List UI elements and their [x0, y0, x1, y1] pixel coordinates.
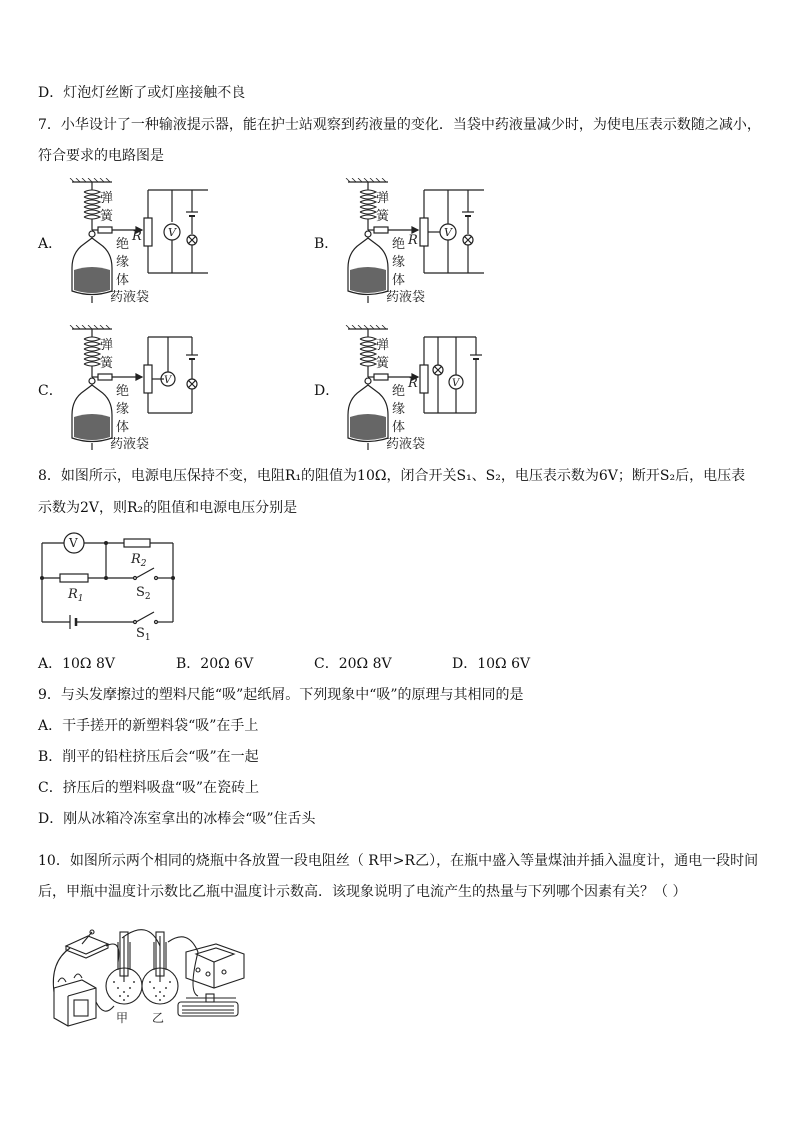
spring-label-1: 弹	[100, 338, 114, 353]
spring-label-2: 簧	[376, 209, 390, 224]
q6-option-d: D．灯泡灯丝断了或灯座接触不良	[38, 85, 246, 101]
q7-stem-line1: 7．小华设计了一种输液提示器，能在护士站观察到药液量的变化．当袋中药液量减少时，为使电压表示数随之减小，	[38, 117, 761, 133]
voltmeter-label: V	[168, 226, 176, 239]
q8-option-a: A．10Ω 8V	[38, 656, 115, 672]
insulator-label-3: 体	[116, 420, 130, 435]
q7-figure-a	[64, 178, 214, 303]
voltmeter-symbol-label: V	[69, 536, 78, 550]
q9-option-b: B．削平的铅柱挤压后会“吸”在一起	[38, 749, 259, 765]
q7-figure-b	[340, 178, 490, 303]
insulator-label-2: 缘	[116, 255, 130, 270]
spring-label-1: 弹	[376, 338, 390, 353]
q10-stem-line1: 10．如图所示两个相同的烧瓶中各放置一段电阻丝（ R甲>R乙），在瓶中盛入等量煤油并插入温度计，通电一段时间	[38, 853, 759, 869]
q9-option-d: D．刚从冰箱冷冻室拿出的冰棒会“吸”住舌头	[38, 811, 316, 827]
bag-label: 药液袋	[110, 437, 150, 450]
q10-apparatus-figure	[48, 922, 258, 1032]
q8-option-d: D．10Ω 6V	[452, 656, 531, 672]
q10-stem-line2: 后，甲瓶中温度计示数比乙瓶中温度计示数高．该现象说明了电流产生的热量与下列哪个因素有关？（ ）	[38, 884, 687, 900]
q7-figure-d	[340, 325, 490, 450]
q7-option-c-label: C．	[38, 383, 63, 399]
q9-stem: 9．与头发摩擦过的塑料尺能“吸”起纸屑。下列现象中“吸”的原理与其相同的是	[38, 687, 524, 703]
q8-option-b: B．20Ω 6V	[176, 656, 254, 672]
r1-label: $R_1$	[68, 587, 84, 604]
insulator-label-2: 缘	[392, 402, 406, 417]
spring-label-1: 弹	[100, 191, 114, 206]
q8-option-c: C．20Ω 8V	[314, 656, 392, 672]
spring-label-2: 簧	[376, 356, 390, 371]
voltmeter-label: V	[164, 375, 172, 386]
spring-label-2: 簧	[100, 209, 114, 224]
q7-option-a-label: A．	[38, 236, 63, 252]
q8-stem-line2: 示数为2V，则R₂的阻值和电源电压分别是	[38, 500, 298, 516]
q7-stem-line2: 符合要求的电路图是	[38, 148, 164, 164]
r2-label: $R_2$	[131, 552, 147, 569]
spring-label-1: 弹	[376, 191, 390, 206]
bag-label: 药液袋	[386, 437, 426, 450]
q8-stem-line1: 8．如图所示，电源电压保持不变，电阻R₁的阻值为10Ω，闭合开关S₁、S₂，电压表示数为6V；断开S₂后，电压表	[38, 468, 746, 484]
bag-label: 药液袋	[386, 290, 426, 303]
insulator-label-2: 缘	[392, 255, 406, 270]
q7-option-d-label: D．	[314, 383, 340, 399]
insulator-label-2: 缘	[116, 402, 130, 417]
s1-label: $S_1$	[136, 626, 151, 640]
resistor-label: R	[408, 233, 418, 248]
flask-yi-label: 乙	[152, 1011, 165, 1025]
insulator-label-1: 绝	[392, 237, 406, 252]
insulator-label-3: 体	[392, 420, 406, 435]
insulator-label-1: 绝	[116, 384, 130, 399]
bag-label: 药液袋	[110, 290, 150, 303]
spring-label-2: 簧	[100, 356, 114, 371]
q8-options	[38, 653, 758, 673]
q7-figure-c	[64, 325, 214, 450]
q9-option-a: A．干手搓开的新塑料袋“吸”在手上	[38, 718, 259, 734]
voltmeter-label: V	[452, 378, 460, 389]
insulator-label-3: 体	[392, 273, 406, 288]
resistor-label: R	[132, 229, 142, 244]
voltmeter-label: V	[444, 226, 452, 239]
q9-option-c: C．挤压后的塑料吸盘“吸”在瓷砖上	[38, 780, 260, 796]
flask-jia-label: 甲	[116, 1011, 129, 1025]
insulator-label-1: 绝	[116, 237, 130, 252]
q7-option-b-label: B．	[314, 236, 339, 252]
q8-circuit-diagram	[36, 530, 181, 640]
s2-label: $S_2$	[136, 585, 151, 602]
resistor-label: R	[408, 376, 418, 391]
insulator-label-1: 绝	[392, 384, 406, 399]
insulator-label-3: 体	[116, 273, 130, 288]
